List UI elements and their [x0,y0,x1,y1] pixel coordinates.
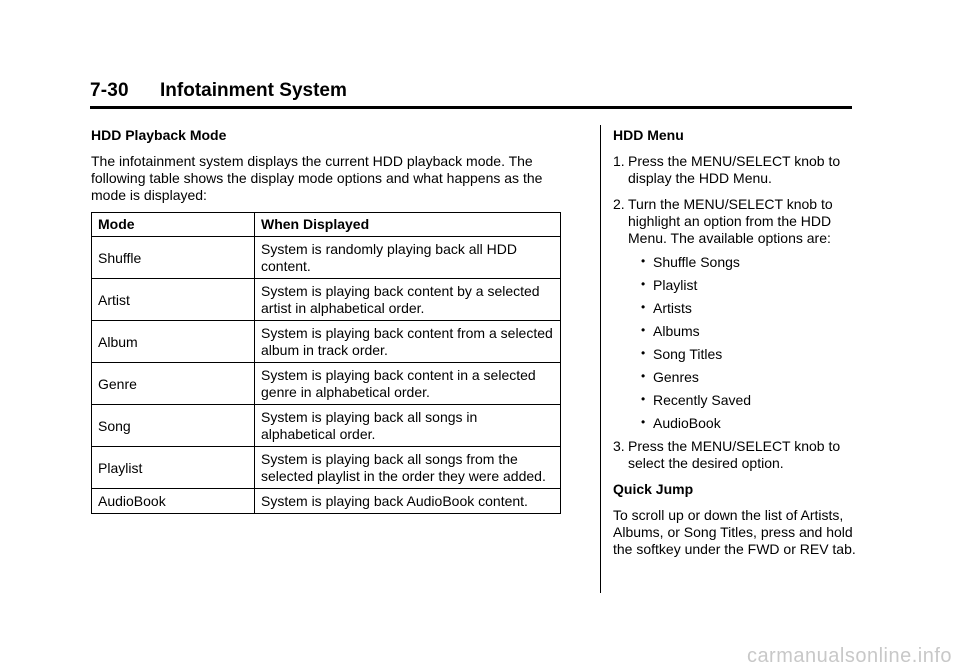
list-item [613,254,858,271]
option-label: Recently Saved [653,392,752,408]
step-number: 1. [613,153,625,169]
bullet-icon: • [641,300,646,314]
table-row [92,363,561,405]
option-label: Song Titles [653,346,723,362]
option-label: AudioBook [653,415,721,431]
page-number: 7-30 [90,80,129,101]
step-number: 2. [613,196,625,212]
table-row [92,237,561,279]
list-item [613,323,858,340]
description-cell: System is playing back all songs in alphabetical order. [255,405,561,447]
hdd-menu-options-list [613,254,858,432]
step-3 [613,438,858,472]
bullet-icon: • [641,323,646,337]
step-number: 3. [613,438,625,454]
option-label: Genres [653,369,699,385]
mode-cell: AudioBook [92,489,255,514]
mode-cell: Genre [92,363,255,405]
option-label: Shuffle Songs [653,254,740,270]
site-watermark: carmanualsonline.info [746,645,952,667]
table-row [92,405,561,447]
column-header-when-displayed: When Displayed [255,213,561,237]
quick-jump-paragraph: To scroll up or down the list of Artists, Albums, or Song Titles, press and hold the softkey under the FWD or REV tab. [613,507,856,557]
mode-cell: Song [92,405,255,447]
description-cell: System is playing back content from a selected album in track order. [255,321,561,363]
step-2 [613,196,858,247]
step-text: Press the MENU/SELECT knob to select the desired option. [628,438,841,471]
list-item [613,346,858,363]
page-header [90,80,852,109]
list-item [613,415,858,432]
description-cell: System is playing back content by a selected artist in alphabetical order. [255,279,561,321]
step-text: Turn the MENU/SELECT knob to highlight an option from the HDD Menu. The available options are: [628,196,833,246]
description-cell: System is randomly playing back all HDD content. [255,237,561,279]
table-header-row [92,213,561,237]
intro-paragraph: The infotainment system displays the current HDD playback mode. The following table shows the display mode options and what happens as the mode is displayed: [91,153,543,203]
section-title: Infotainment System [160,80,347,101]
list-item [613,277,858,294]
bullet-icon: • [641,415,646,429]
option-label: Artists [653,300,692,316]
hdd-menu-heading: HDD Menu [613,127,684,143]
table-row [92,489,561,514]
bullet-icon: • [641,277,646,291]
column-header-mode: Mode [92,213,255,237]
column-divider [600,125,601,593]
mode-cell: Shuffle [92,237,255,279]
description-cell: System is playing back content in a selected genre in alphabetical order. [255,363,561,405]
hdd-playback-mode-heading: HDD Playback Mode [91,127,227,143]
description-cell: System is playing back AudioBook content. [255,489,561,514]
mode-cell: Album [92,321,255,363]
bullet-icon: • [641,346,646,360]
option-label: Albums [653,323,700,339]
table-row [92,279,561,321]
description-cell: System is playing back all songs from the selected playlist in the order they were added. [255,447,561,489]
left-column [91,127,561,514]
list-item [613,300,858,317]
step-text: Press the MENU/SELECT knob to display the HDD Menu. [628,153,841,186]
bullet-icon: • [641,392,646,406]
playback-mode-table [91,212,561,514]
right-column [613,127,858,566]
step-1 [613,153,858,187]
bullet-icon: • [641,369,646,383]
bullet-icon: • [641,254,646,268]
option-label: Playlist [653,277,698,293]
mode-cell: Artist [92,279,255,321]
mode-cell: Playlist [92,447,255,489]
quick-jump-heading: Quick Jump [613,481,694,497]
list-item [613,369,858,386]
table-row [92,447,561,489]
table-row [92,321,561,363]
list-item [613,392,858,409]
